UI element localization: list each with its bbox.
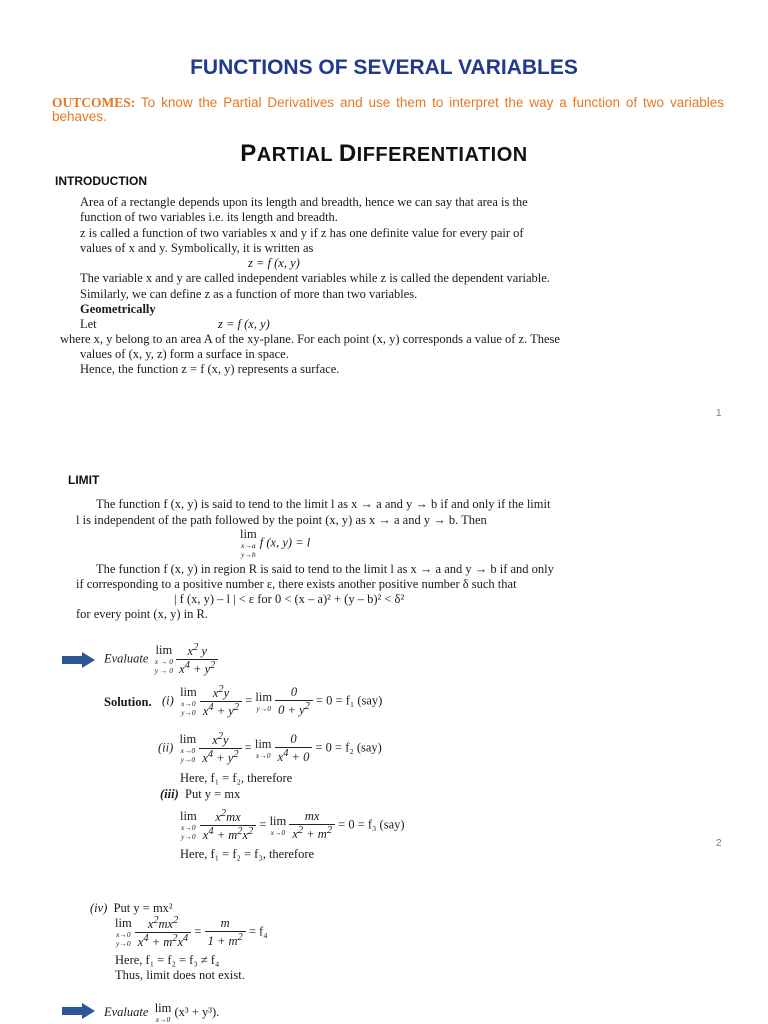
limit-line: if corresponding to a positive number ε, there exists another positive number δ such that [76, 577, 517, 591]
limit-heading: LIMIT [68, 473, 100, 487]
solution-case-iii-heading [160, 787, 240, 802]
case-label: (iv) [90, 901, 108, 915]
intro-line: The variable x and y are called independent variables while z is called the dependent variable. [80, 271, 550, 285]
section-heading [0, 140, 768, 168]
limit-line: The function f (x, y) in region R is said to tend to the limit l as x → a and y → b if and only [96, 562, 554, 576]
page-number: 2 [716, 838, 722, 849]
solution-case-iii: lim x→0 y→0 $\frac{x^2mx}{x^4 + m^2x^2}$ = lim x→0 $\frac{mx}{x^2 + m^2}$ = 0 = f₃ (say) [180, 808, 405, 843]
evaluate-label: Evaluate [104, 651, 149, 666]
conclusion: Thus, limit does not exist. [115, 968, 245, 982]
intro-line: where x, y belong to an area A of the xy-plane. For each point (x, y) corresponds a value of z. These [60, 332, 560, 346]
intro-line: function of two variables i.e. its length and breadth. [80, 210, 338, 224]
limit-line: for every point (x, y) in R. [76, 607, 208, 621]
solution-label: Solution. [104, 695, 152, 709]
example2-prompt: Evaluate lim x→0 (x³ + y³). [104, 1001, 220, 1024]
here-line: Here, f₁ = f₂ = f₃, therefore [180, 847, 315, 861]
limit-line: The function f (x, y) is said to tend to the limit l as x → a and y → b if and only if the limit [96, 497, 551, 511]
limit-line: l is independent of the path followed by the point (x, y) as x → a and y → b. Then [76, 513, 487, 527]
case-label: (iii) [160, 787, 179, 801]
case-label: (i) [162, 693, 174, 708]
epsilon-delta-condition: | f (x, y) – l | < ε for 0 < (x – a)² + (y – b)² < δ² [174, 592, 405, 606]
intro-equation: z = f (x, y) [218, 317, 270, 331]
example1-prompt: Evaluate lim x → 0 y → 0 $\frac{x^2 y}{x^4 + y^2}$ [104, 642, 218, 677]
evaluate-label: Evaluate [104, 1004, 149, 1019]
arrow-right-icon [62, 652, 96, 668]
case-result: = f₄ [248, 924, 268, 939]
solution-case-i: (i) lim x→0 y→0 $\frac{x^2y}{x^4 + y^2}$ = lim y→0 $\frac{0}{0 + y^2}$ = 0 = f₁ (say) [162, 684, 383, 719]
here-line: Here, f₁ = f₂ = f₃ ≠ f₄ [115, 953, 220, 967]
page-title: FUNCTIONS OF SEVERAL VARIABLES [190, 56, 578, 79]
case-result: = 0 = f₁ (say) [315, 693, 383, 708]
geometrically-subheading: Geometrically [80, 302, 156, 316]
put-line: Put y = mx [185, 787, 241, 801]
intro-line: Hence, the function z = f (x, y) represents a surface. [80, 362, 340, 376]
here-line: Here, f₁ = f₂, therefore [180, 771, 293, 785]
solution-case-iv-heading [90, 901, 173, 916]
case-label: (ii) [158, 740, 174, 755]
example2-expression: (x³ + y³). [174, 1004, 220, 1019]
outcomes-text: To know the Partial Derivatives and use them to interpret the way a function of two variables behaves. [52, 95, 724, 124]
section-heading-text: PARTIAL DIFFERENTIATION [240, 140, 528, 167]
limit-definition-expression: lim x→a y→b f (x, y) = l [240, 527, 311, 559]
put-line: Put y = mx² [113, 901, 173, 915]
intro-line: values of x and y. Symbolically, it is written as [80, 241, 314, 255]
limit-expression: f (x, y) = l [259, 535, 311, 550]
introduction-heading: INTRODUCTION [55, 174, 147, 188]
intro-line: Similarly, we can define z as a function of more than two variables. [80, 287, 418, 301]
arrow-right-icon [62, 1003, 96, 1019]
case-result: = 0 = f₂ (say) [315, 740, 382, 755]
solution-case-iv: lim x→0 y→0 $\frac{x^2mx^2}{x^4 + m^2x^4}$ = $\frac{m}{1 + m^2}$ = f₄ [115, 915, 268, 950]
case-result: = 0 = f₃ (say) [338, 817, 405, 832]
intro-line: values of (x, y, z) form a surface in space. [80, 347, 289, 361]
intro-line: Area of a rectangle depends upon its length and breadth, hence we can say that area is the [80, 195, 528, 209]
intro-line: z is called a function of two variables x and y if z has one definite value for every pair of [80, 226, 524, 240]
outcomes [52, 96, 724, 124]
page-number: 1 [716, 408, 722, 419]
intro-equation: z = f (x, y) [248, 256, 300, 270]
intro-let: Let [80, 317, 97, 331]
outcomes-label: OUTCOMES: [52, 95, 136, 110]
solution-case-ii: (ii) lim x→0 y→0 $\frac{x^2y}{x^4 + y^2}$ = lim x→0 $\frac{0}{x^4 + 0}$ = 0 = f₂ (say) [158, 731, 382, 766]
